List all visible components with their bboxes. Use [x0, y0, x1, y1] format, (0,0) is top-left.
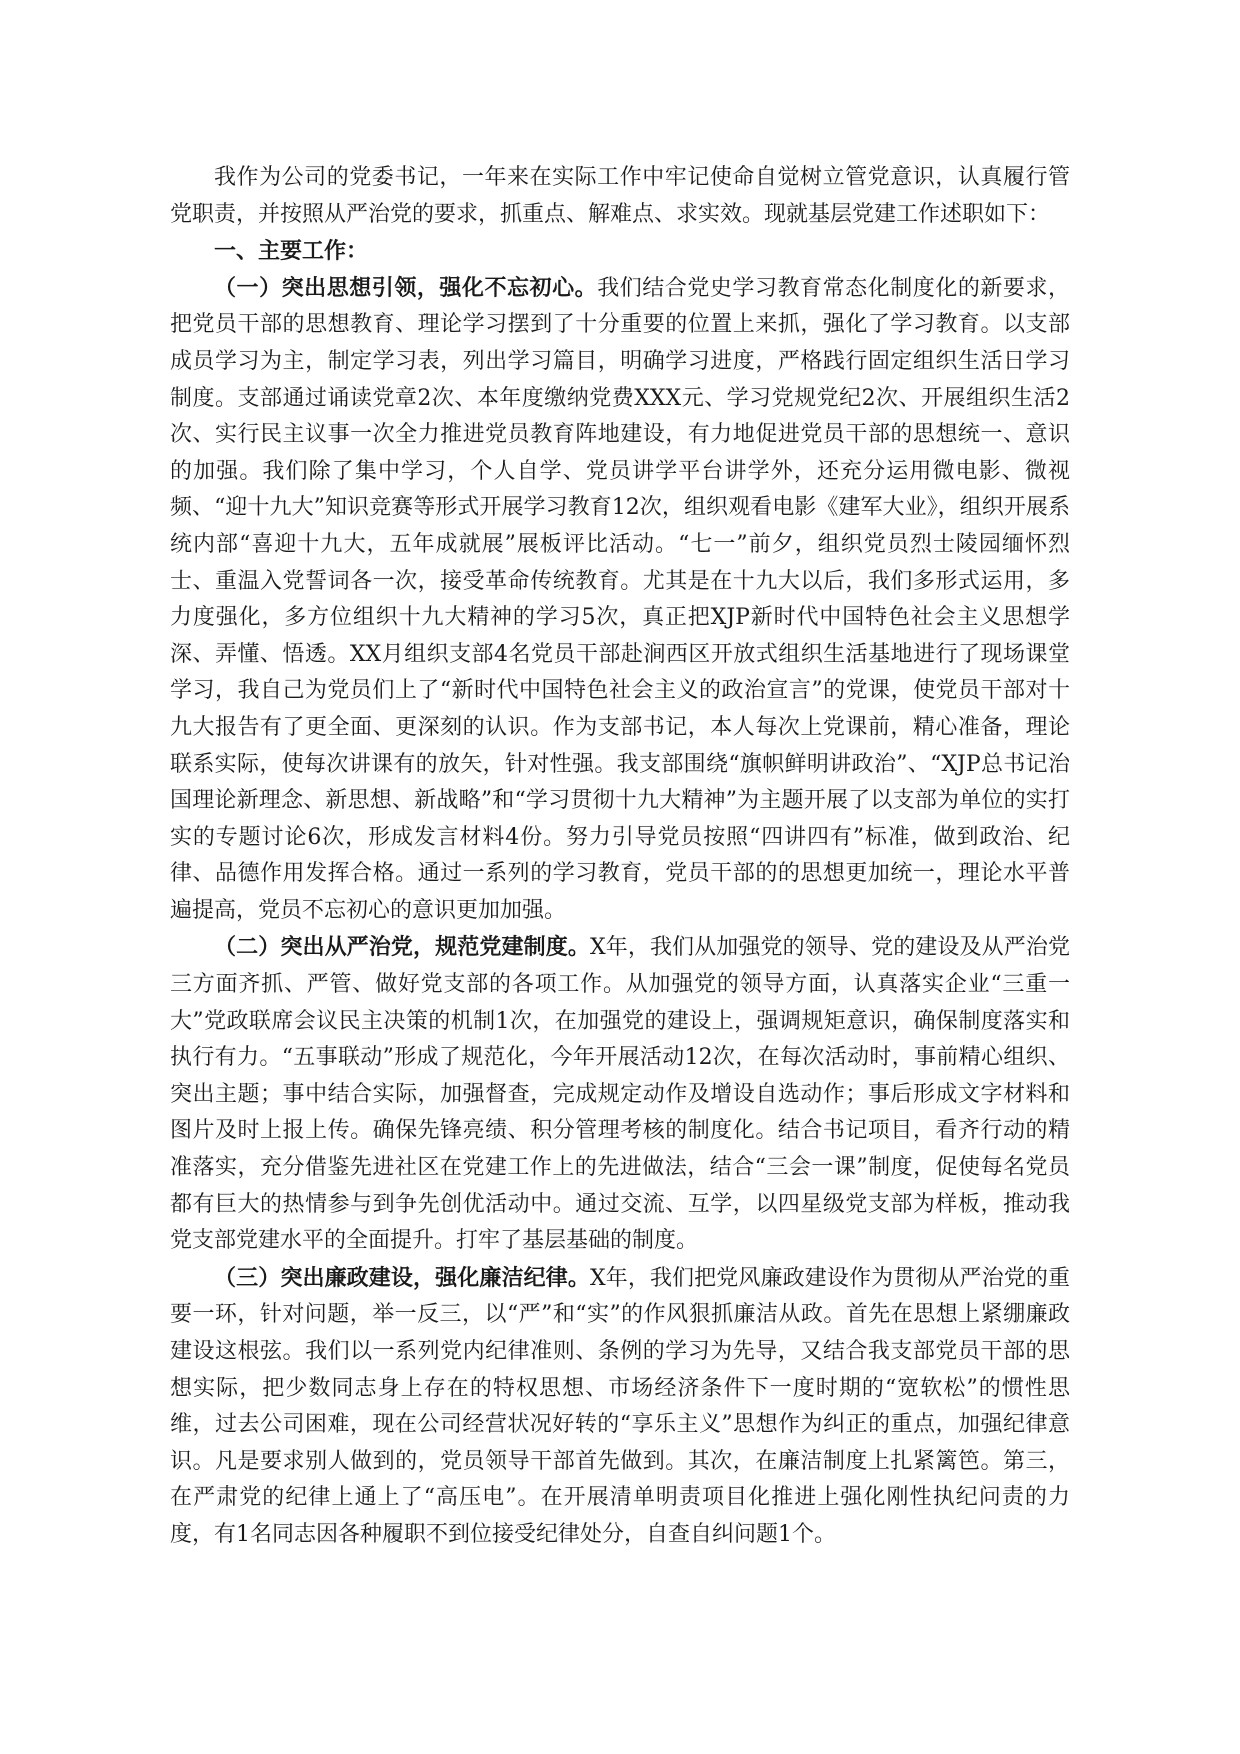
- subsection-body-3: X年，我们把党风廉政建设作为贯彻从严治党的重要一环，针对问题，举一反三，以“严”和“实”的作风狠抓廉洁从政。首先在思想上紧绷廉政建设这根弦。我们以一系列党内纪律准则、条例的学习为先导，又结合我支部党员干部的思想实际，把少数同志身上存在的特权思想、市场经济条件下一度时期的“宽软松”的惯性思维，过去公司困难，现在公司经营状况好转的“享乐主义”思想作为纠正的重点，加强纪律意识。凡是要求别人做到的，党员领导干部首先做到。其次，在廉洁制度上扎紧篱笆。第三，在严肃党的纪律上通上了“高压电”。在开展清单明责项目化推进上强化刚性执纪问责的力度，有1名同志因各种履职不到位接受纪律处分，自查自纠问题1个。: [170, 1265, 1070, 1547]
- subsection-paragraph-2: [170, 929, 1070, 1259]
- subsection-paragraph-1: [170, 270, 1070, 930]
- section-heading-main-work: 一、主要工作：: [214, 238, 369, 265]
- subsection-title-1: （一）突出思想引领，强化不忘初心。: [214, 274, 598, 301]
- document-body: [170, 160, 1070, 1554]
- intro-paragraph: 我作为公司的党委书记，一年来在实际工作中牢记使命自觉树立管党意识，认真履行管党职责，并按照从严治党的要求，抓重点、解难点、求实效。现就基层党建工作述职如下：: [170, 165, 1070, 227]
- subsection-title-2: （二）突出从严治党，规范党建制度。: [214, 934, 590, 961]
- subsection-body-1: 我们结合党史学习教育常态化制度化的新要求，把党员干部的思想教育、理论学习摆到了十分重要的位置上来抓，强化了学习教育。以支部成员学习为主，制定学习表，列出学习篇目，明确学习进度，严格践行固定组织生活日学习制度。支部通过诵读党章2次、本年度缴纳党费XXX元、学习党规党纪2次、开展组织生活2次、实行民主议事一次全力推进党员教育阵地建设，有力地促进党员干部的思想统一、意识的加强。我们除了集中学习，个人自学、党员讲学平台讲学外，还充分运用微电影、微视频、“迎十九大”知识竞赛等形式开展学习教育12次，组织观看电影《建军大业》，组织开展系统内部“喜迎十九大，五年成就展”展板评比活动。“七一”前夕，组织党员烈士陵园缅怀烈士、重温入党誓词各一次，接受革命传统教育。尤其是在十九大以后，我们多形式运用，多力度强化，多方位组织十九大精神的学习5次，真正把XJP新时代中国特色社会主义思想学深、弄懂、悟透。XX月组织支部4名党员干部赴涧西区开放式组织生活基地进行了现场课堂学习，我自己为党员们上了“新时代中国特色社会主义的政治宣言”的党课，使党员干部对十九大报告有了更全面、更深刻的认识。作为支部书记，本人每次上党课前，精心准备，理论联系实际，使每次讲课有的放矢，针对性强。我支部围绕“旗帜鲜明讲政治”、“XJP总书记治国理论新理念、新思想、新战略”和“学习贯彻十九大精神”为主题开展了以支部为单位的实打实的专题讨论6次，形成发言材料4份。努力引导党员按照“四讲四有”标准，做到政治、纪律、品德作用发挥合格。通过一系列的学习教育，党员干部的的思想更加统一，理论水平普遍提高，党员不忘初心的意识更加加强。: [170, 275, 1070, 923]
- subsection-body-2: X年，我们从加强党的领导、党的建设及从严治党三方面齐抓、严管、做好党支部的各项工作。从加强党的领导方面，认真落实企业“三重一大”党政联席会议民主决策的机制1次，在加强党的建设上，强调规矩意识，确保制度落实和执行有力。“五事联动”形成了规范化，今年开展活动12次，在每次活动时，事前精心组织、突出主题；事中结合实际，加强督查，完成规定动作及增设自选动作；事后形成文字材料和图片及时上报上传。确保先锋亮绩、积分管理考核的制度化。结合书记项目，看齐行动的精准落实，充分借鉴先进社区在党建工作上的先进做法，结合“三会一课”制度，促使每名党员都有巨大的热情参与到争先创优活动中。通过交流、互学，以四星级党支部为样板，推动我党支部党建水平的全面提升。打牢了基层基础的制度。: [170, 935, 1070, 1254]
- subsection-title-3: （三）突出廉政建设，强化廉洁纪律。: [214, 1264, 590, 1291]
- subsection-paragraph-3: [170, 1260, 1070, 1554]
